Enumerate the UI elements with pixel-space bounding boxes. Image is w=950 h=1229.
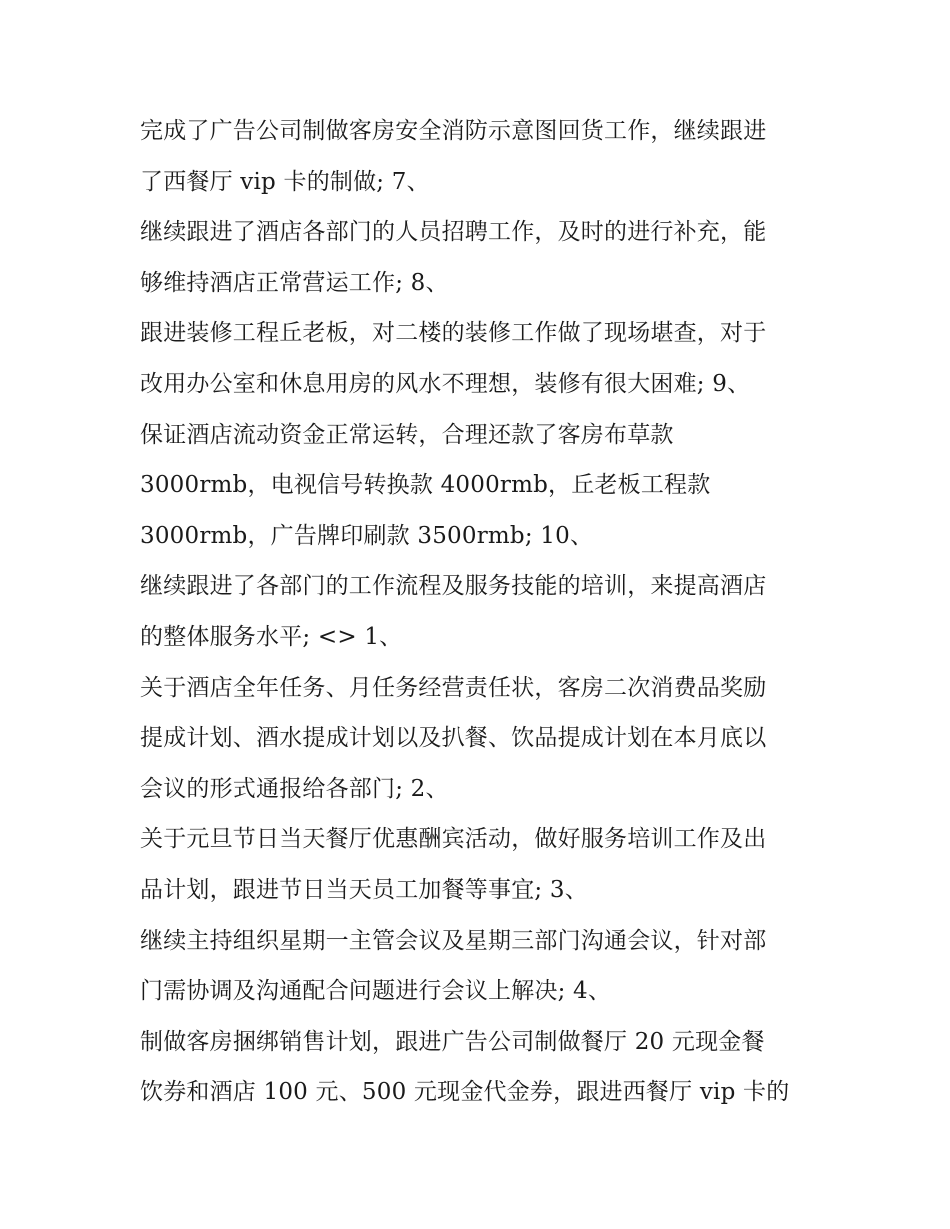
text-line: 关于酒店全年任务、月任务经营责任状，客房二次消费品奖励: [140, 674, 767, 701]
text-line: 门需协调及沟通配合问题进行会议上解决; 4、: [140, 978, 612, 1005]
text-line: 3000rmb，广告牌印刷款 3500rmb; 10、: [140, 522, 594, 549]
text-line: 继续主持组织星期一主管会议及星期三部门沟通会议，针对部: [140, 927, 767, 954]
text-line: 跟进装修工程丘老板，对二楼的装修工作做了现场堪查，对于: [140, 320, 767, 347]
text-line: 完成了广告公司制做客房安全消防示意图回货工作，继续跟进: [140, 118, 767, 144]
text-line: 了西餐厅 vip 卡的制做; 7、: [140, 168, 430, 195]
text-line: 3000rmb，电视信号转换款 4000rmb，丘老板工程款: [140, 472, 711, 499]
text-line: 继续跟进了各部门的工作流程及服务技能的培训，来提高酒店: [140, 573, 767, 600]
text-line: 制做客房捆绑销售计划，跟进广告公司制做餐厅 20 元现金餐: [140, 1028, 765, 1055]
text-line: 够维持酒店正常营运工作; 8、: [140, 269, 449, 296]
text-line: 会议的形式通报给各部门; 2、: [140, 775, 449, 802]
text-line: 继续跟进了酒店各部门的人员招聘工作，及时的进行补充，能: [140, 219, 767, 246]
text-line: 提成计划、酒水提成计划以及扒餐、饮品提成计划在本月底以: [140, 725, 767, 752]
text-line: 的整体服务水平; <> 1、: [140, 623, 403, 650]
text-line: 品计划，跟进节日当天员工加餐等事宜; 3、: [140, 876, 588, 903]
text-line: 保证酒店流动资金正常运转，合理还款了客房布草款: [140, 421, 674, 448]
text-line: 改用办公室和休息用房的风水不理想，装修有很大困难; 9、: [140, 370, 751, 397]
text-line: 饮券和酒店 100 元、500 元现金代金券，跟进西餐厅 vip 卡的: [140, 1079, 790, 1106]
document-body: [140, 106, 820, 1118]
text-line: 关于元旦节日当天餐厅优惠酬宾活动，做好服务培训工作及出: [140, 826, 767, 853]
